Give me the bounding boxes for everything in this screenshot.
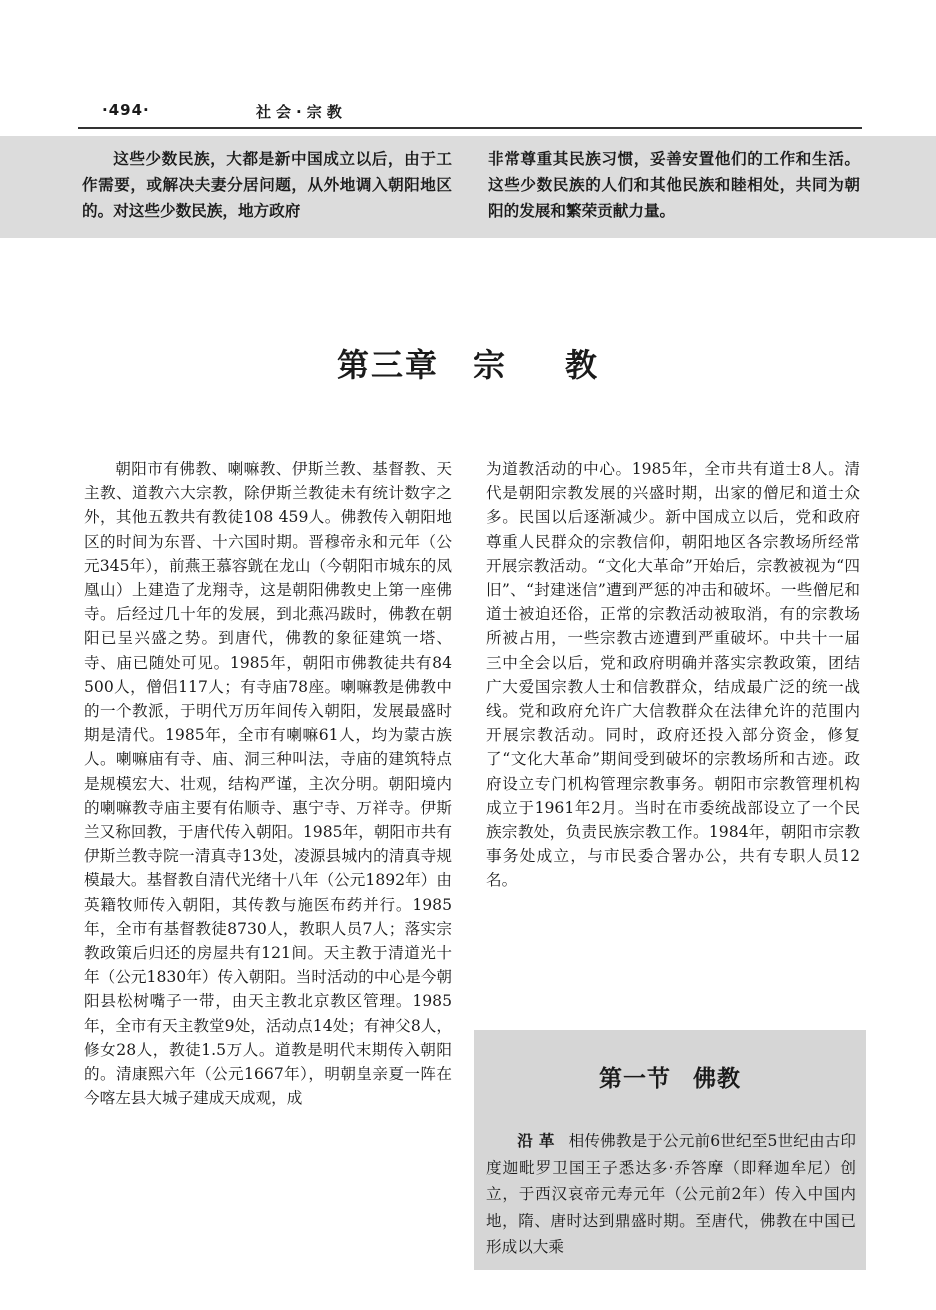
band-left-paragraph: 这些少数民族，大都是新中国成立以后，由于工作需要，或解决夫妻分居问题，从外地调入朝阳地区的。对这些少数民族，地方政府 (82, 149, 452, 220)
section-body-text: 相传佛教是于公元前6世纪至5世纪由古印度迦毗罗卫国王子悉达多·乔答摩（即释迦牟尼）创立，于西汉哀帝元寿元年（公元前2年）传入中国内地，隋、唐时达到鼎盛时期。至唐代，佛教在中国已形成以大乘 (486, 1132, 856, 1256)
running-section-title: 社会·宗教 (256, 103, 347, 121)
lead-label: 沿革 (517, 1131, 561, 1150)
chapter-title-char-2: 教 (565, 346, 600, 384)
body-paragraph-continued: 为道教活动的中心。1985年，全市共有道士8人。清代是朝阳宗教发展的兴盛时期，出家的僧尼和道士众多。民国以后逐渐减少。新中国成立以后，党和政府尊重人民群众的宗教信仰，朝阳地区各宗教场所经常开展宗教活动。“文化大革命”开始后，宗教被视为“四旧”、“封建迷信”遭到严惩的冲击和破坏。一些僧尼和道士被迫还俗，正常的宗教活动被取消，有的宗教场所被占用，一些宗教古迹遭到严重破坏。中共十一届三中全会以后，党和政府明确并落实宗教政策，团结广大爱国宗教人士和信教群众，结成最广泛的统一战线。党和政府允许广大信教群众在法律允许的范围内开展宗教活动。同时，政府还投入部分资金，修复了“文化大革命”期间受到破坏的宗教场所和古迹。政府设立专门机构管理宗教事务。朝阳市宗教管理机构成立于1961年2月。当时在市委统战部设立了一个民族宗教处，负责民族宗教工作。1984年，朝阳市宗教事务处成立，与市民委合署办公，共有专职人员12名。 (486, 460, 860, 890)
chapter-title-char-1: 宗 (472, 346, 507, 384)
section-heading (474, 1060, 866, 1093)
section-box (474, 1030, 866, 1270)
continued-text-band (0, 136, 936, 238)
body-paragraph: 朝阳市有佛教、喇嘛教、伊斯兰教、基督教、天主教、道教六大宗教，除伊斯兰教徒未有统计数字之外，其他五教共有教徒108 459人。佛教传入朝阳地区的时间为东晋、十六国时期。晋穆帝永和元年（公元345年），前燕王慕容皝在龙山（今朝阳市城东的凤凰山）上建造了龙翔寺，这是朝阳佛教史上第一座佛寺。后经过几十年的发展，到北燕冯跋时，佛教在朝阳已呈兴盛之势。到唐代，佛教的象征建筑一塔、寺、庙已随处可见。1985年，朝阳市佛教徒共有84 500人，僧侣117人；有寺庙78座。喇嘛教是佛教中的一个教派，于明代万历年间传入朝阳，发展最盛时期是清代。1985年，全市有喇嘛61人，均为蒙古族人。喇嘛庙有寺、庙、洞三种叫法，寺庙的建筑特点是规模宏大、壮观，结构严谨，主次分明。朝阳境内的喇嘛教寺庙主要有佑顺寺、惠宁寺、万祥寺。伊斯兰又称回教，于唐代传入朝阳。1985年，朝阳市共有伊斯兰教寺院一清真寺13处，凌源县城内的清真寺规模最大。基督教自清代光绪十八年（公元1892年）由英籍牧师传入朝阳，其传教与施医布药并行。1985年，全市有基督教徒8730人，教职人员7人；落实宗教政策后归还的房屋共有121间。天主教于清道光十年（公元1830年）传入朝阳。当时活动的中心是今朝阳县松树嘴子一带，由天主教北京教区管理。1985年，全市有天主教堂9处，活动点14处；有神父8人，修女28人，教徒1.5万人。道教是明代末期传入朝阳的。清康熙六年（公元1667年），明朝皇亲夏一阵在今喀左县大城子建成天成观，成 (84, 460, 452, 1108)
section-text-column (486, 1128, 856, 1261)
section-number: 第一节 (599, 1066, 671, 1092)
body-left-column (84, 457, 452, 1110)
chapter-number: 第三章 (336, 346, 439, 384)
chapter-heading (0, 340, 936, 386)
band-left-column (82, 146, 452, 224)
band-right-column (488, 146, 860, 224)
section-paragraph (486, 1128, 856, 1261)
band-right-paragraph: 非常尊重其民族习惯，妥善安置他们的工作和生活。这些少数民族的人们和其他民族和睦相处，共同为朝阳的发展和繁荣贡献力量。 (488, 149, 860, 220)
section-title: 佛教 (693, 1066, 741, 1092)
page-number: ·494· (102, 101, 150, 119)
running-header (78, 97, 862, 129)
body-right-column (486, 457, 860, 893)
